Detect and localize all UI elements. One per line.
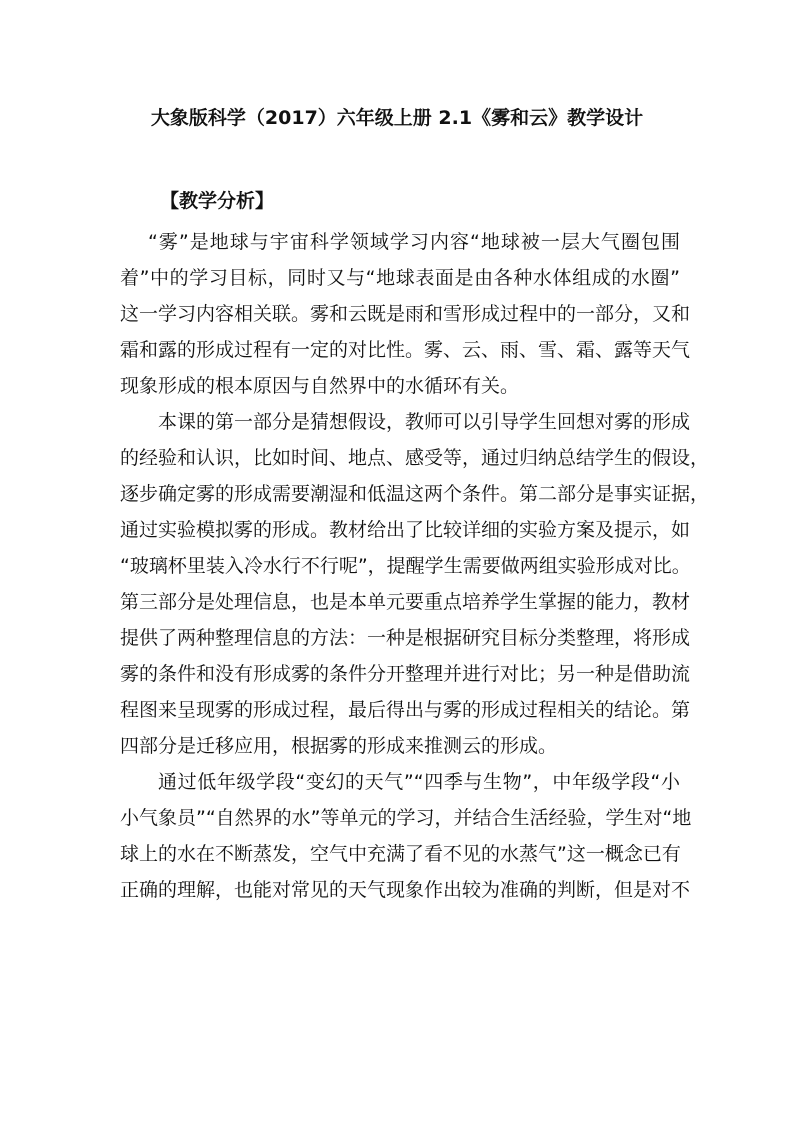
paragraph-1-line-1: “雾”是地球与宇宙科学领域学习内容“地球被一层大气圈包围 xyxy=(148,231,680,253)
paragraph-2-line-10: 四部分是迁移应用，根据雾的形成来推测云的形成。 xyxy=(120,735,558,757)
paragraph-2-line-5: “玻璃杯里装入冷水行不行呢”，提醒学生需要做两组实验形成对比。 xyxy=(120,555,691,577)
paragraph-2-line-8: 雾的条件和没有形成雾的条件分开整理并进行对比；另一种是借助流 xyxy=(120,663,691,685)
paragraph-1-line-3: 这一学习内容相关联。雾和云既是雨和雪形成过程中的一部分，又和 xyxy=(120,303,691,325)
paragraph-2-line-9: 程图来呈现雾的形成过程，最后得出与雾的形成过程相关的结论。第 xyxy=(120,699,691,721)
paragraph-3-line-3: 球上的水在不断蒸发，空气中充满了看不见的水蒸气”这一概念已有 xyxy=(120,843,681,865)
paragraph-2-line-4: 通过实验模拟雾的形成。教材给出了比较详细的实验方案及提示，如 xyxy=(120,519,691,541)
paragraph-3-line-1: 通过低年级学段“变幻的天气”“四季与生物”，中年级学段“小 xyxy=(158,771,680,793)
paragraph-1-line-5: 现象形成的根本原因与自然界中的水循环有关。 xyxy=(120,375,520,397)
paragraph-1-line-2: 着”中的学习目标，同时又与“地球表面是由各种水体组成的水圈” xyxy=(120,267,680,289)
document-body xyxy=(120,224,710,908)
paragraph-1-line-4: 霜和露的形成过程有一定的对比性。雾、云、雨、雪、霜、露等天气 xyxy=(120,339,691,361)
paragraph-2-line-1: 本课的第一部分是猜想假设，教师可以引导学生回想对雾的形成 xyxy=(158,411,691,433)
paragraph-2-line-3: 逐步确定雾的形成需要潮湿和低温这两个条件。第二部分是事实证据， xyxy=(120,483,710,505)
paragraph-2-line-6: 第三部分是处理信息，也是本单元要重点培养学生掌握的能力，教材 xyxy=(120,591,691,613)
paragraph-2-line-2: 的经验和认识，比如时间、地点、感受等，通过归纳总结学生的假设， xyxy=(120,447,710,469)
document-title: 大象版科学（2017）六年级上册 2.1《雾和云》教学设计 xyxy=(150,107,644,129)
paragraph-2-line-7: 提供了两种整理信息的方法：一种是根据研究目标分类整理，将形成 xyxy=(120,627,691,649)
paragraph-3-line-4: 正确的理解，也能对常见的天气现象作出较为准确的判断，但是对不 xyxy=(120,879,691,901)
section-heading: 【教学分析】 xyxy=(160,190,275,212)
paragraph-3-line-2: 小气象员”“自然界的水”等单元的学习，并结合生活经验，学生对“地 xyxy=(120,807,692,829)
